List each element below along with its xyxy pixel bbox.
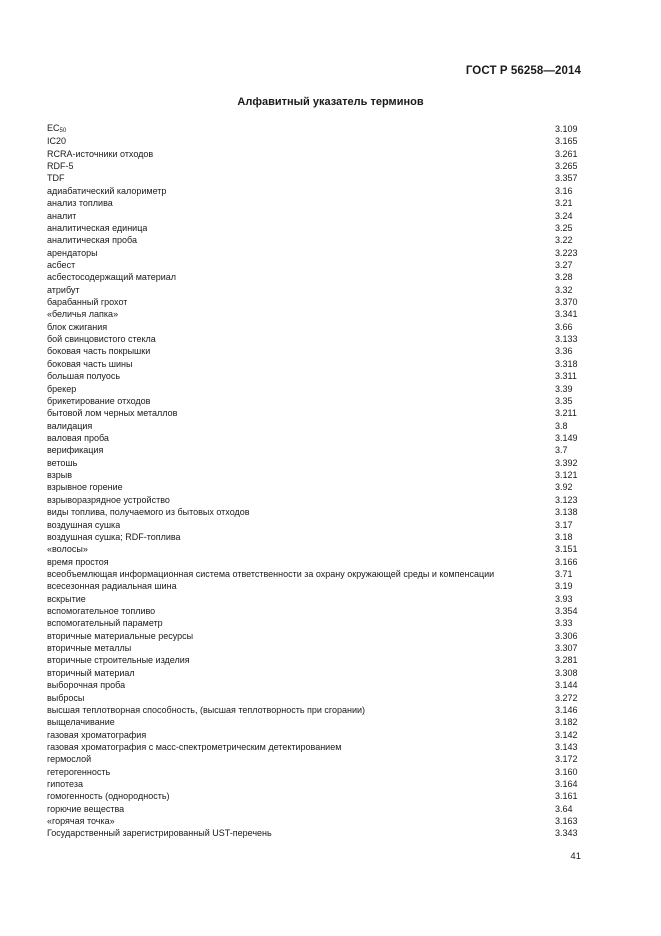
index-reference: 3.165 [555, 136, 578, 147]
index-entry [47, 519, 583, 531]
index-term-text: взрывное горение [47, 482, 123, 493]
index-entry [47, 667, 583, 679]
index-entry [47, 704, 583, 716]
index-entry [47, 383, 583, 395]
index-term-text: высшая теплотворная способность, (высшая теплотворность при сгорании) [47, 704, 366, 715]
index-term-text: блок сжигания [47, 321, 108, 332]
index-entry [47, 617, 583, 629]
index-term-text: вспомогательное топливо [47, 606, 156, 617]
index-entry [47, 531, 583, 543]
index-term-text: бытовой лом черных металлов [47, 408, 178, 419]
index-reference: 3.24 [555, 210, 573, 221]
index-reference: 3.341 [555, 309, 578, 320]
index-reference: 3.144 [555, 680, 578, 691]
index-reference: 3.308 [555, 667, 578, 678]
index-term [47, 457, 77, 469]
index-entry [47, 790, 583, 802]
index-term [47, 568, 494, 580]
index-term-text: Государственный зарегистрированный UST-перечень [47, 828, 272, 839]
index-term [47, 395, 150, 407]
index-reference: 3.182 [555, 717, 578, 728]
index-term-text: брекер [47, 383, 77, 394]
index-reference: 3.27 [555, 259, 573, 270]
document-code: ГОСТ Р 56258—2014 [465, 65, 581, 77]
index-term-text: вторичные материальные ресурсы [47, 630, 194, 641]
index-entry [47, 123, 583, 135]
index-entry [47, 358, 583, 370]
index-term-text: аналит [47, 210, 77, 221]
index-entry [47, 630, 583, 642]
index-term-text: аналитическая единица [47, 222, 148, 233]
index-term-text: виды топлива, получаемого из бытовых отходов [47, 507, 250, 518]
index-entry [47, 321, 583, 333]
index-term-text: выщелачивание [47, 717, 115, 728]
index-term [47, 593, 86, 605]
index-reference: 3.318 [555, 358, 578, 369]
index-entry [47, 815, 583, 827]
index-term [47, 259, 75, 271]
index-term [47, 370, 120, 382]
index-term [47, 642, 131, 654]
index-reference: 3.151 [555, 544, 578, 555]
index-reference: 3.163 [555, 816, 578, 827]
index-reference: 3.21 [555, 198, 573, 209]
index-reference: 3.16 [555, 185, 573, 196]
index-reference: 3.92 [555, 482, 573, 493]
index-term [47, 729, 146, 741]
index-reference: 3.109 [555, 124, 578, 134]
index-term [47, 296, 127, 308]
index-term-text: ветошь [47, 457, 78, 468]
index-term-text: валидация [47, 420, 93, 431]
index-reference: 3.149 [555, 432, 578, 443]
index-entry [47, 580, 583, 592]
index-term-text: бой свинцовистого стекла [47, 334, 156, 345]
index-term-text: боковая часть шины [47, 358, 133, 369]
index-term [47, 803, 124, 815]
index-term-text: всеобъемлющая информационная система ответственности за охрану окружающей среды и компенсации [47, 568, 495, 579]
index-term [47, 271, 176, 283]
index-reference: 3.261 [555, 148, 578, 159]
index-term [47, 494, 170, 506]
index-term-text: гипотеза [47, 779, 83, 790]
index-entry [47, 827, 583, 839]
index-term-text: «горячая точка» [47, 816, 115, 827]
index-term [47, 444, 103, 456]
index-term [47, 704, 365, 716]
index-entry [47, 556, 583, 568]
index-entry [47, 284, 583, 296]
index-term [47, 778, 83, 790]
index-reference: 3.32 [555, 284, 573, 295]
index-term [47, 753, 91, 765]
index-term [47, 790, 170, 802]
index-reference: 3.18 [555, 531, 573, 542]
index-reference: 3.25 [555, 222, 573, 233]
index-entry [47, 222, 583, 234]
index-term-text: газовая хроматография с масс-спектрометрическим детектированием [47, 741, 342, 752]
index-term [47, 605, 155, 617]
index-entry [47, 605, 583, 617]
index-reference: 3.142 [555, 729, 578, 740]
index-reference: 3.160 [555, 766, 578, 777]
index-term [47, 247, 98, 259]
index-term [47, 321, 107, 333]
index-reference: 3.123 [555, 494, 578, 505]
index-term-text: «беличья лапка» [47, 309, 119, 320]
index-reference: 3.370 [555, 297, 578, 308]
index-entry [47, 432, 583, 444]
index-term [47, 210, 76, 222]
index-term-text: взрыворазрядное устройство [47, 494, 170, 505]
index-reference: 3.7 [555, 445, 568, 456]
index-entry [47, 753, 583, 765]
index-term-subscript: 50 [59, 127, 67, 134]
index-entry [47, 234, 583, 246]
index-term-text: асбестосодержащий материал [47, 272, 177, 283]
index-term [47, 333, 156, 345]
index-entry [47, 148, 583, 160]
index-term-text: асбест [47, 259, 76, 270]
index-term-text: гермослой [47, 754, 92, 765]
index-term-text: вскрытие [47, 593, 86, 604]
index-term [47, 160, 74, 172]
index-entry [47, 729, 583, 741]
page-number: 41 [570, 851, 581, 862]
index-term-text: валовая проба [47, 432, 109, 443]
index-entry [47, 247, 583, 259]
index-term [47, 197, 113, 209]
index-entry [47, 593, 583, 605]
index-term-text: вторичные металлы [47, 643, 132, 654]
index-entry [47, 679, 583, 691]
index-term-text: горючие вещества [47, 803, 125, 814]
index-entry [47, 506, 583, 518]
index-reference: 3.281 [555, 655, 578, 666]
index-term [47, 148, 153, 160]
index-reference: 3.93 [555, 593, 573, 604]
index-term [47, 692, 84, 704]
index-entry [47, 160, 583, 172]
index-term-text: верификация [47, 445, 104, 456]
index-term [47, 420, 92, 432]
index-term-text: IC20 [47, 136, 67, 147]
index-term [47, 345, 150, 357]
index-entry [47, 469, 583, 481]
index-entry [47, 642, 583, 654]
index-reference: 3.306 [555, 630, 578, 641]
index-term-text: выбросы [47, 692, 85, 703]
index-term-text: барабанный грохот [47, 297, 128, 308]
index-term-text: газовая хроматография [47, 729, 147, 740]
index-entry [47, 457, 583, 469]
index-entry [47, 716, 583, 728]
index-reference: 3.343 [555, 828, 578, 839]
index-entry [47, 407, 583, 419]
index-reference: 3.223 [555, 247, 578, 258]
index-term-text: время простоя [47, 556, 109, 567]
index-entry [47, 654, 583, 666]
index-term [47, 481, 123, 493]
index-entry [47, 395, 583, 407]
index-entry [47, 333, 583, 345]
index-reference: 3.33 [555, 618, 573, 629]
index-entry [47, 494, 583, 506]
index-term [47, 679, 125, 691]
index-term-text: TDF [47, 173, 65, 184]
index-reference: 3.172 [555, 754, 578, 765]
index-term [47, 222, 147, 234]
index-term-text: «волосы» [47, 544, 88, 555]
index-entry [47, 296, 583, 308]
index-reference: 3.66 [555, 321, 573, 332]
index-term-text: аналитическая проба [47, 235, 137, 246]
index-reference: 3.357 [555, 173, 578, 184]
index-entry [47, 135, 583, 147]
index-term [47, 543, 88, 555]
index-reference: 3.311 [555, 371, 577, 382]
index-term-text: воздушная сушка; RDF-топлива [47, 531, 181, 542]
index-term-text: RDF-5 [47, 161, 74, 172]
index-term [47, 766, 110, 778]
index-reference: 3.354 [555, 606, 578, 617]
index-term-text: гетерогенность [47, 766, 111, 777]
index-term [47, 469, 72, 481]
index-entry [47, 259, 583, 271]
index-entry [47, 345, 583, 357]
index-term-text: всесезонная радиальная шина [47, 581, 177, 592]
index-term [47, 432, 109, 444]
index-term [47, 827, 272, 839]
index-entry [47, 444, 583, 456]
index-term [47, 308, 118, 320]
index-reference: 3.146 [555, 704, 578, 715]
index-reference: 3.19 [555, 581, 573, 592]
index-term-text: анализ топлива [47, 198, 113, 209]
index-term-text: атрибут [47, 284, 80, 295]
index-entry [47, 197, 583, 209]
index-reference: 3.71 [555, 568, 573, 579]
index-term-text: большая полуось [47, 371, 121, 382]
index-entry [47, 741, 583, 753]
index-entry [47, 692, 583, 704]
index-entry [47, 308, 583, 320]
term-index-list [47, 123, 583, 840]
index-entry [47, 185, 583, 197]
index-reference: 3.133 [555, 334, 578, 345]
index-entry [47, 370, 583, 382]
index-entry [47, 766, 583, 778]
index-entry [47, 271, 583, 283]
index-reference: 3.138 [555, 507, 578, 518]
index-reference: 3.307 [555, 643, 578, 654]
index-term [47, 185, 166, 197]
index-term [47, 741, 341, 753]
index-term [47, 654, 190, 666]
index-reference: 3.35 [555, 395, 573, 406]
index-term [47, 617, 163, 629]
index-term-text: взрыв [47, 470, 73, 481]
index-term-text: адиабатический калориметр [47, 185, 167, 196]
index-term-text: EC [47, 122, 60, 133]
index-term-text: вторичный материал [47, 667, 135, 678]
index-reference: 3.64 [555, 803, 573, 814]
index-reference: 3.121 [555, 470, 578, 481]
index-term [47, 556, 109, 568]
index-term [47, 815, 115, 827]
index-reference: 3.211 [555, 408, 577, 419]
index-reference: 3.164 [555, 779, 578, 790]
index-term-text: RCRA-источники отходов [47, 148, 154, 159]
index-term [47, 716, 115, 728]
index-reference: 3.8 [555, 420, 568, 431]
index-reference: 3.17 [555, 519, 573, 530]
index-reference: 3.166 [555, 556, 578, 567]
index-term [47, 284, 80, 296]
index-reference: 3.143 [555, 741, 578, 752]
index-entry [47, 172, 583, 184]
index-entry [47, 481, 583, 493]
index-term [47, 383, 76, 395]
index-term-text: брикетирование отходов [47, 395, 151, 406]
index-entry [47, 568, 583, 580]
index-term [47, 506, 250, 518]
index-term-text: боковая часть покрышки [47, 346, 151, 357]
index-reference: 3.392 [555, 457, 578, 468]
index-reference: 3.272 [555, 692, 578, 703]
index-reference: 3.22 [555, 235, 573, 246]
index-entry [47, 420, 583, 432]
index-term [47, 172, 65, 184]
index-term [47, 234, 137, 246]
index-reference: 3.36 [555, 346, 573, 357]
index-term-text: воздушная сушка [47, 519, 121, 530]
index-term-text: гомогенность (однородность) [47, 791, 170, 802]
index-entry [47, 210, 583, 222]
index-term-text: вспомогательный параметр [47, 618, 163, 629]
index-reference: 3.161 [555, 791, 578, 802]
index-term [47, 667, 135, 679]
index-reference: 3.265 [555, 161, 578, 172]
index-entry [47, 803, 583, 815]
index-term [47, 135, 66, 147]
index-term-text: выборочная проба [47, 680, 126, 691]
index-entry [47, 543, 583, 555]
index-term [47, 358, 132, 370]
index-term [47, 630, 193, 642]
index-entry [47, 778, 583, 790]
index-term [47, 531, 181, 543]
index-term [47, 519, 120, 531]
index-term [47, 407, 177, 419]
index-reference: 3.28 [555, 272, 573, 283]
index-reference: 3.39 [555, 383, 573, 394]
index-term [47, 580, 177, 592]
index-term-text: вторичные строительные изделия [47, 655, 190, 666]
index-term-text: арендаторы [47, 247, 98, 258]
index-title: Алфавитный указатель терминов [237, 96, 424, 108]
